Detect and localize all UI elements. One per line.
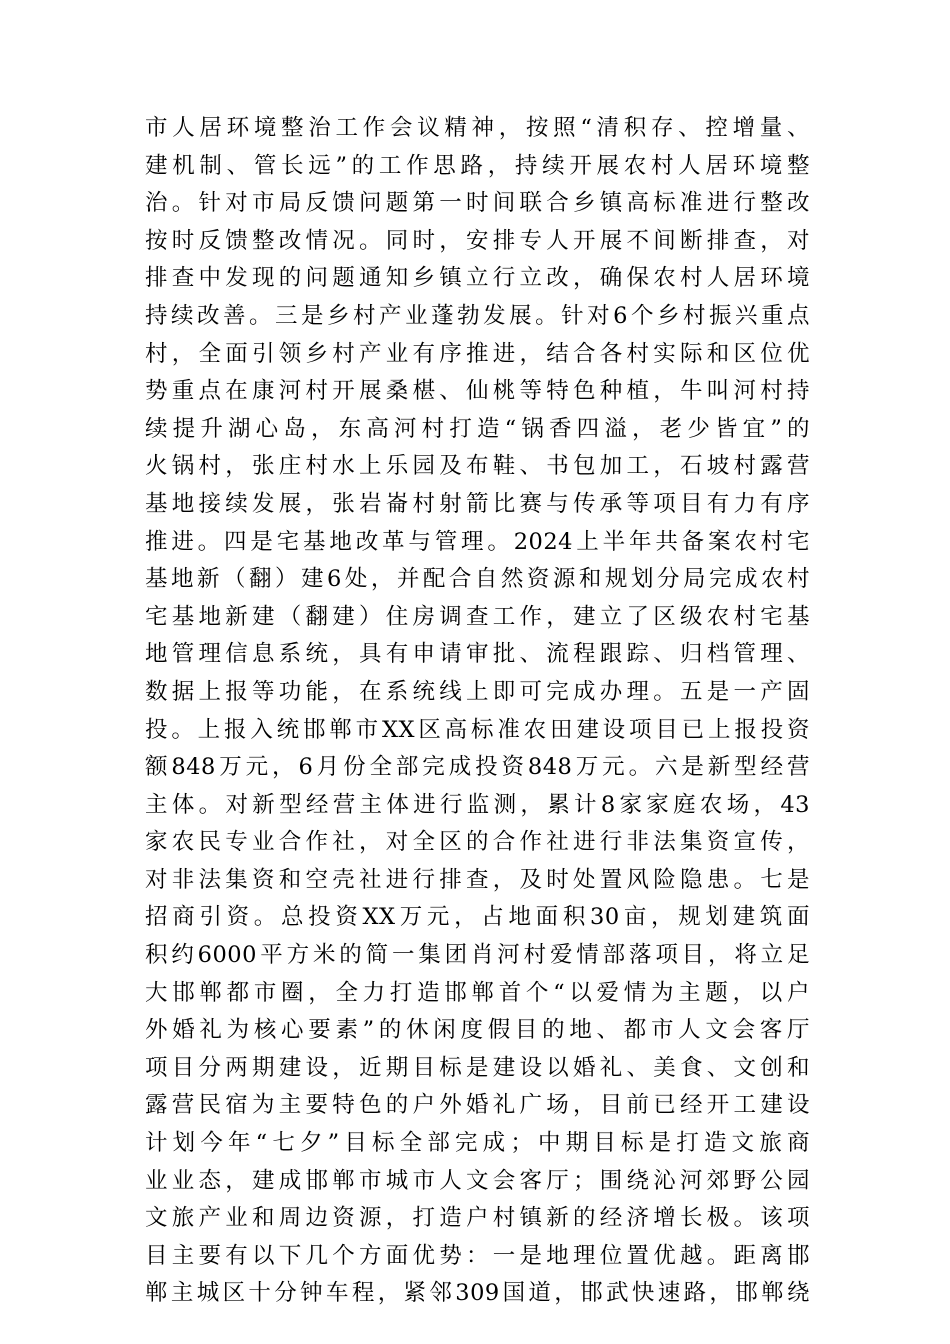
text-line: 推进。四是宅基地改革与管理。2024上半年共备案农村宅 [145,528,810,555]
text-line: 基地新（翻）建6处，并配合自然资源和规划分局完成农村 [145,566,810,593]
text-line: 宅基地新建（翻建）住房调查工作，建立了区级农村宅基 [145,603,810,630]
text-line: 排查中发现的问题通知乡镇立行立改，确保农村人居环境 [145,265,810,292]
text-line: 额848万元，6月份全部完成投资848万元。六是新型经营 [145,754,810,781]
text-line: 数据上报等功能，在系统线上即可完成办理。五是一产固 [145,678,810,705]
text-line: 投。上报入统邯郸市XX区高标准农田建设项目已上报投资 [145,716,810,743]
text-line: 文旅产业和周边资源，打造户村镇新的经济增长极。该项 [145,1205,810,1232]
text-line: 露营民宿为主要特色的户外婚礼广场，目前已经开工建设 [145,1092,810,1119]
text-line: 家农民专业合作社，对全区的合作社进行非法集资宣传， [145,829,810,856]
text-line: 积约6000平方米的简一集团肖河村爱情部落项目，将立足 [145,942,810,969]
text-line: 郸主城区十分钟车程，紧邻309国道，邯武快速路，邯郸绕 [145,1280,810,1307]
text-line: 外婚礼为核心要素”的休闲度假目的地、都市人文会客厅 [145,1017,810,1044]
text-line: 建机制、管长远”的工作思路，持续开展农村人居环境整 [145,152,810,179]
text-line: 主体。对新型经营主体进行监测，累计8家家庭农场，43 [145,791,810,818]
text-line: 续提升湖心岛，东高河村打造“锅香四溢，老少皆宜”的 [145,415,810,442]
text-line: 项目分两期建设，近期目标是建设以婚礼、美食、文创和 [145,1054,810,1081]
text-line: 市人居环境整治工作会议精神，按照“清积存、控增量、 [145,115,810,141]
text-line: 基地接续发展，张岩崙村射箭比赛与传承等项目有力有序 [145,490,810,517]
text-line: 对非法集资和空壳社进行排查，及时处置风险隐患。七是 [145,866,810,893]
text-line: 按时反馈整改情况。同时，安排专人开展不间断排查，对 [145,227,810,254]
text-line: 目主要有以下几个方面优势：一是地理位置优越。距离邯 [145,1242,810,1269]
text-line: 势重点在康河村开展桑椹、仙桃等特色种植，牛叫河村持 [145,378,810,405]
text-line: 地管理信息系统，具有申请审批、流程跟踪、归档管理、 [145,641,810,668]
text-line: 大邯郸都市圈，全力打造邯郸首个“以爱情为主题，以户 [145,979,810,1006]
text-line: 计划今年“七夕”目标全部完成；中期目标是打造文旅商 [145,1130,810,1157]
text-line: 持续改善。三是乡村产业蓬勃发展。针对6个乡村振兴重点 [145,302,810,329]
text-line: 业业态，建成邯郸市城市人文会客厅；围绕沁河郊野公园 [145,1167,810,1194]
text-line: 村，全面引领乡村产业有序推进，结合各村实际和区位优 [145,340,810,367]
text-line: 治。针对市局反馈问题第一时间联合乡镇高标准进行整改 [145,190,810,217]
text-line: 招商引资。总投资XX万元，占地面积30亩，规划建筑面 [145,904,810,931]
body-text [145,110,810,1313]
text-line: 火锅村，张庄村水上乐园及布鞋、书包加工，石坡村露营 [145,453,810,480]
